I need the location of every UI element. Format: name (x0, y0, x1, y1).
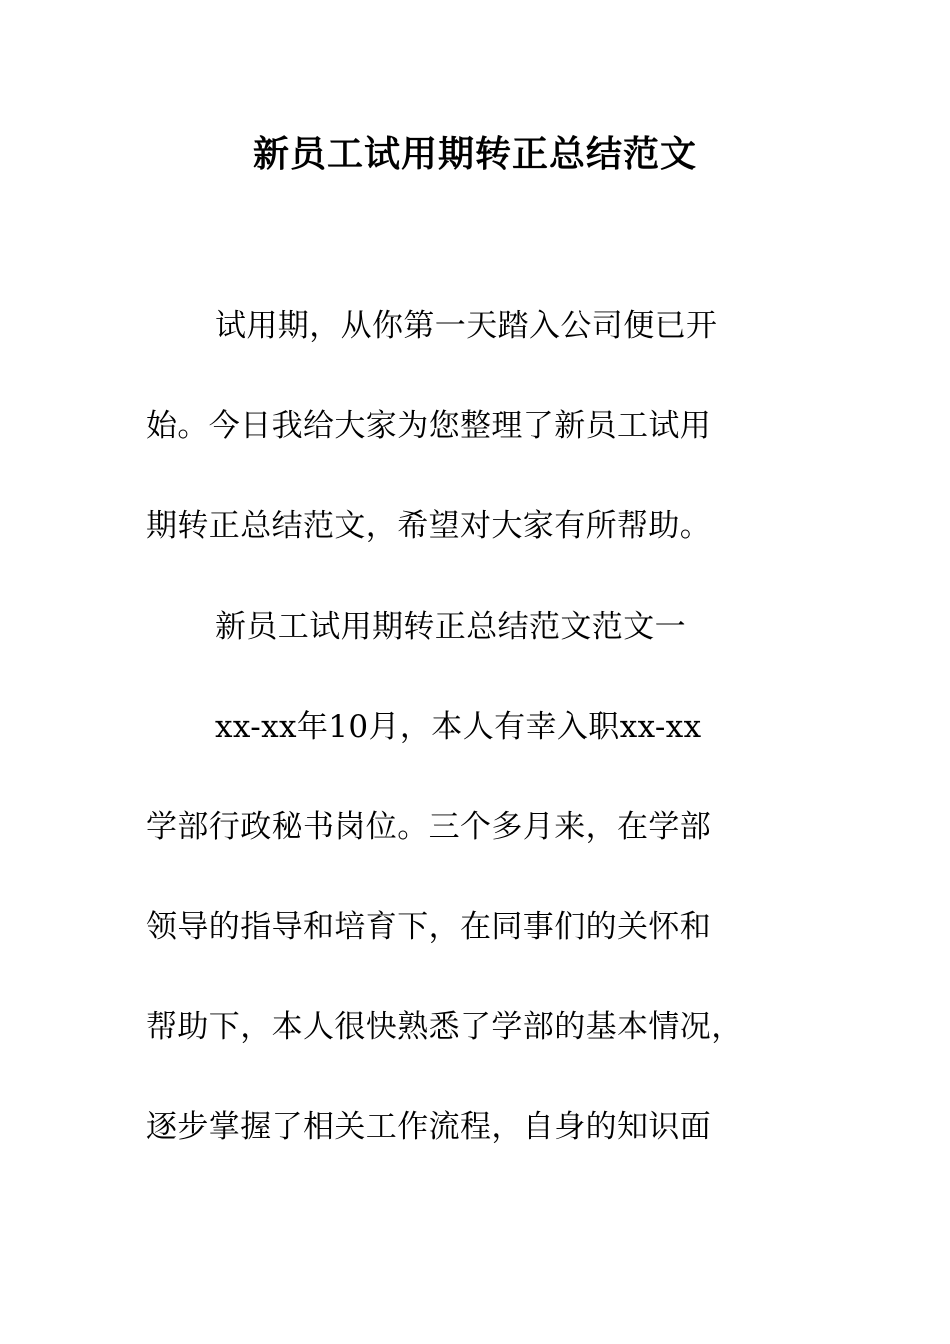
paragraph-line: xx-xx年10月，本人有幸入职xx-xx (215, 709, 702, 745)
paragraph-line: 帮助下，本人很快熟悉了学部的基本情况， (146, 1009, 743, 1045)
paragraph-line: 期转正总结范文，希望对大家有所帮助。 (146, 508, 712, 544)
paragraph-line: 始。今日我给大家为您整理了新员工试用 (146, 408, 712, 444)
paragraph-line: 试用期，从你第一天踏入公司便已开 (215, 308, 718, 344)
paragraph-line: 领导的指导和培育下，在同事们的关怀和 (146, 909, 712, 945)
paragraph-line: 学部行政秘书岗位。三个多月来，在学部 (146, 809, 712, 845)
document-title: 新员工试用期转正总结范文 (252, 133, 697, 175)
section-heading-line: 新员工试用期转正总结范文范文一 (215, 609, 686, 645)
paragraph-line: 逐步掌握了相关工作流程，自身的知识面 (146, 1109, 712, 1145)
